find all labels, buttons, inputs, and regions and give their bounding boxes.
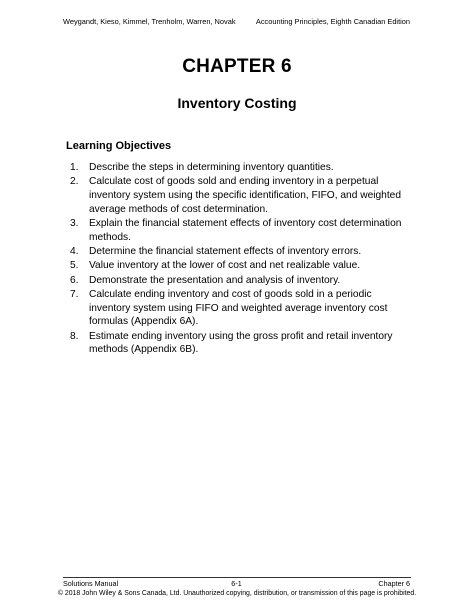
running-footer: [63, 579, 410, 589]
objective-text: Estimate ending inventory using the gross profit and retail inventory methods (Appendix 6B).: [89, 330, 393, 356]
chapter-title: CHAPTER 6: [182, 56, 292, 77]
footer-manual-label: Solutions Manual: [63, 579, 119, 588]
chapter-subtitle: Inventory Costing: [177, 95, 297, 111]
objective-number: 7.: [70, 289, 79, 301]
header-book-title: Accounting Principles, Eighth Canadian Edition: [255, 17, 410, 26]
objective-text: Demonstrate the presentation and analysis of inventory.: [89, 274, 341, 286]
objective-item: [70, 217, 415, 244]
header-authors: Weygandt, Kieso, Kimmel, Trenholm, Warren, Novak: [63, 17, 236, 26]
footer-chapter-label: Chapter 6: [378, 579, 410, 588]
objective-text: Describe the steps in determining inventory quantities.: [89, 162, 334, 173]
objective-item: [70, 259, 415, 273]
objective-text: Determine the financial statement effects of inventory errors.: [89, 245, 362, 257]
objective-item: [70, 245, 415, 259]
objective-item: [70, 175, 415, 216]
objective-text: Explain the financial statement effects of inventory cost determination methods.: [89, 217, 402, 243]
running-header: [63, 17, 410, 27]
objective-item: [70, 330, 415, 357]
objective-text: Value inventory at the lower of cost and net realizable value.: [89, 260, 361, 272]
copyright-notice: © 2018 John Wiley & Sons Canada, Ltd. Unauthorized copying, distribution, or transmission of this page is prohibited.: [57, 590, 417, 597]
page-number: 6-1: [231, 579, 242, 588]
objective-number: 4.: [70, 245, 79, 257]
objective-number: 1.: [70, 162, 79, 173]
learning-objectives-heading: Learning Objectives: [66, 140, 172, 152]
objective-number: 2.: [70, 176, 79, 188]
footer-divider: [63, 577, 411, 578]
objective-item: [70, 288, 415, 329]
learning-objectives-list: [70, 161, 415, 358]
objective-number: 8.: [70, 330, 79, 342]
objective-number: 6.: [70, 274, 79, 286]
objective-number: 5.: [70, 260, 79, 272]
objective-text: Calculate cost of goods sold and ending inventory in a perpetual inventory system using the specific identification, FIFO, and weighted average methods of cost determination.: [89, 176, 402, 215]
objective-item: [70, 274, 415, 288]
objective-text: Calculate ending inventory and cost of goods sold in a periodic inventory system using FIFO and weighted average inventory cost formulas (Appendix 6A).: [89, 289, 388, 328]
objective-item: [70, 161, 415, 175]
objective-number: 3.: [70, 217, 79, 229]
